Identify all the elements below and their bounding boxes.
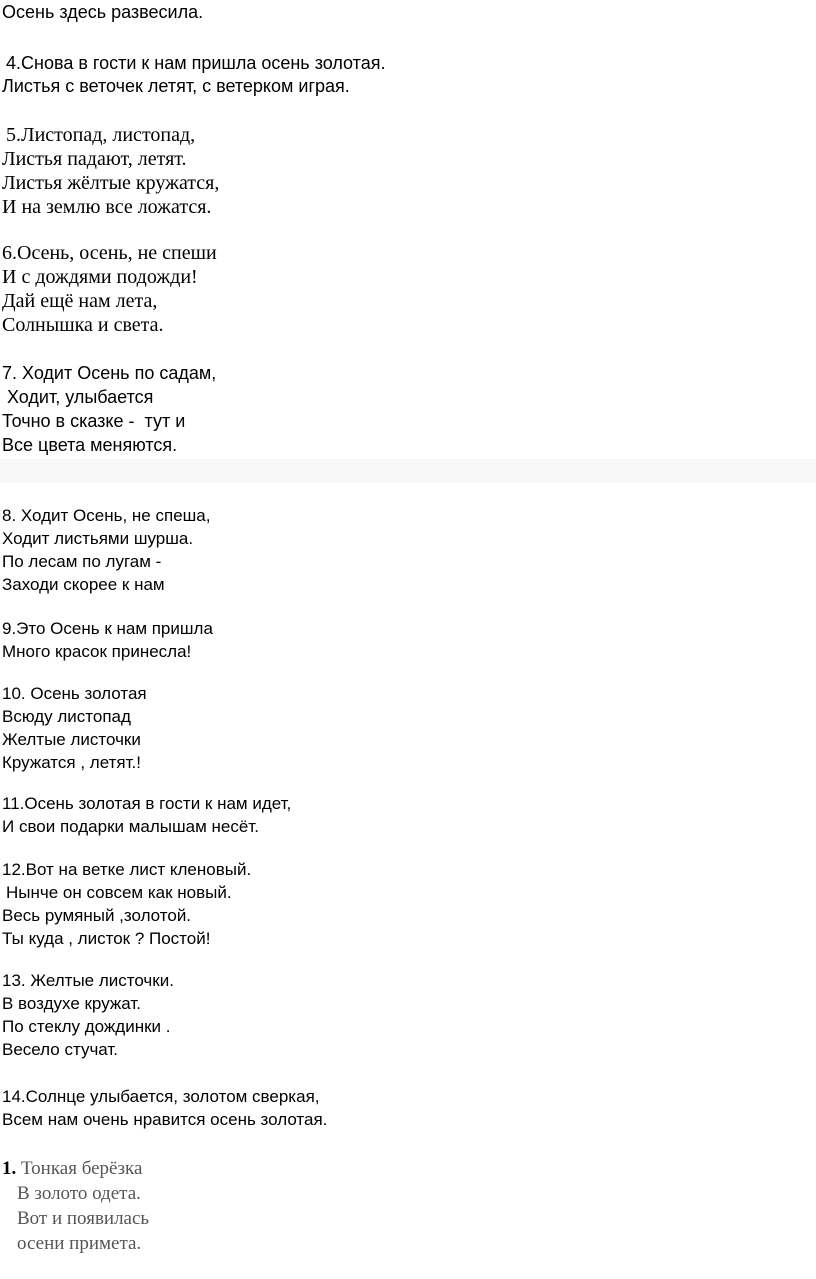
poem-line: И свои подарки малышам несёт. bbox=[2, 817, 259, 836]
poem-line: По лесам по лугам - bbox=[2, 552, 162, 571]
poem-line: Листья жёлтые кружатся, bbox=[2, 172, 220, 194]
poem-line: Ты куда , листок ? Постой! bbox=[2, 929, 211, 948]
poem-line: 4.Снова в гости к нам пришла осень золотая. bbox=[6, 53, 386, 73]
poem-line: 12.Вот на ветке лист кленовый. bbox=[2, 860, 252, 879]
poem-line-text: Тонкая берёзка bbox=[16, 1158, 143, 1179]
poem-line: Вот и появилась bbox=[17, 1208, 150, 1229]
poem-line: В воздухе кружат. bbox=[2, 994, 141, 1013]
poem-line: Всем нам очень нравится осень золотая. bbox=[2, 1110, 328, 1129]
poem-line: Точно в сказке - тут и bbox=[2, 411, 186, 431]
poem-line: 6.Осень, осень, не спеши bbox=[2, 242, 217, 264]
poem-line: Дай ещё нам лета, bbox=[2, 290, 158, 312]
poem-line: Солнышка и света. bbox=[2, 314, 164, 336]
poem-line: Желтые листочки bbox=[2, 730, 141, 749]
poem-line: Осень здесь развесила. bbox=[2, 2, 204, 22]
poem-line: 5.Листопад, листопад, bbox=[6, 124, 196, 146]
page-gap bbox=[0, 459, 816, 483]
poem-line: 9.Это Осень к нам пришла bbox=[2, 619, 213, 638]
poem-line-first bbox=[2, 1159, 142, 1178]
poem-line: Заходи скорее к нам bbox=[2, 575, 165, 594]
poem-line: осени примета. bbox=[17, 1233, 142, 1254]
poem-line: Весь румяный ,золотой. bbox=[2, 906, 192, 925]
poem-line: Листья с веточек летят, с ветерком играя. bbox=[2, 76, 350, 96]
poem-line: 11.Осень золотая в гости к нам идет, bbox=[2, 794, 292, 813]
poem-line: Кружатся , летят.! bbox=[2, 753, 141, 772]
poem-line: 13. Желтые листочки. bbox=[2, 971, 174, 990]
poem-number: 1. bbox=[2, 1158, 17, 1179]
poem-line: Все цвета меняются. bbox=[2, 435, 178, 455]
poem-line: Ходит листьями шурша. bbox=[2, 529, 194, 548]
poem-line: 7. Ходит Осень по садам, bbox=[2, 363, 217, 383]
poem-line: 8. Ходит Осень, не спеша, bbox=[2, 506, 211, 525]
poem-line: Всюду листопад bbox=[2, 707, 131, 726]
poem-line: Листья падают, летят. bbox=[2, 148, 187, 170]
poem-line: По стеклу дождинки . bbox=[2, 1017, 171, 1036]
poem-line: 14.Солнце улыбается, золотом сверкая, bbox=[2, 1087, 320, 1106]
poem-line: Много красок принесла! bbox=[2, 642, 192, 661]
poem-line: Нынче он совсем как новый. bbox=[6, 883, 232, 902]
poem-line: 10. Осень золотая bbox=[2, 684, 147, 703]
poem-line: Ходит, улыбается bbox=[7, 387, 154, 407]
poem-line: И с дождями подожди! bbox=[2, 266, 198, 288]
poem-line: И на землю все ложатся. bbox=[2, 196, 212, 218]
poem-line: Весело стучат. bbox=[2, 1040, 119, 1059]
poem-line: В золото одета. bbox=[17, 1183, 141, 1204]
